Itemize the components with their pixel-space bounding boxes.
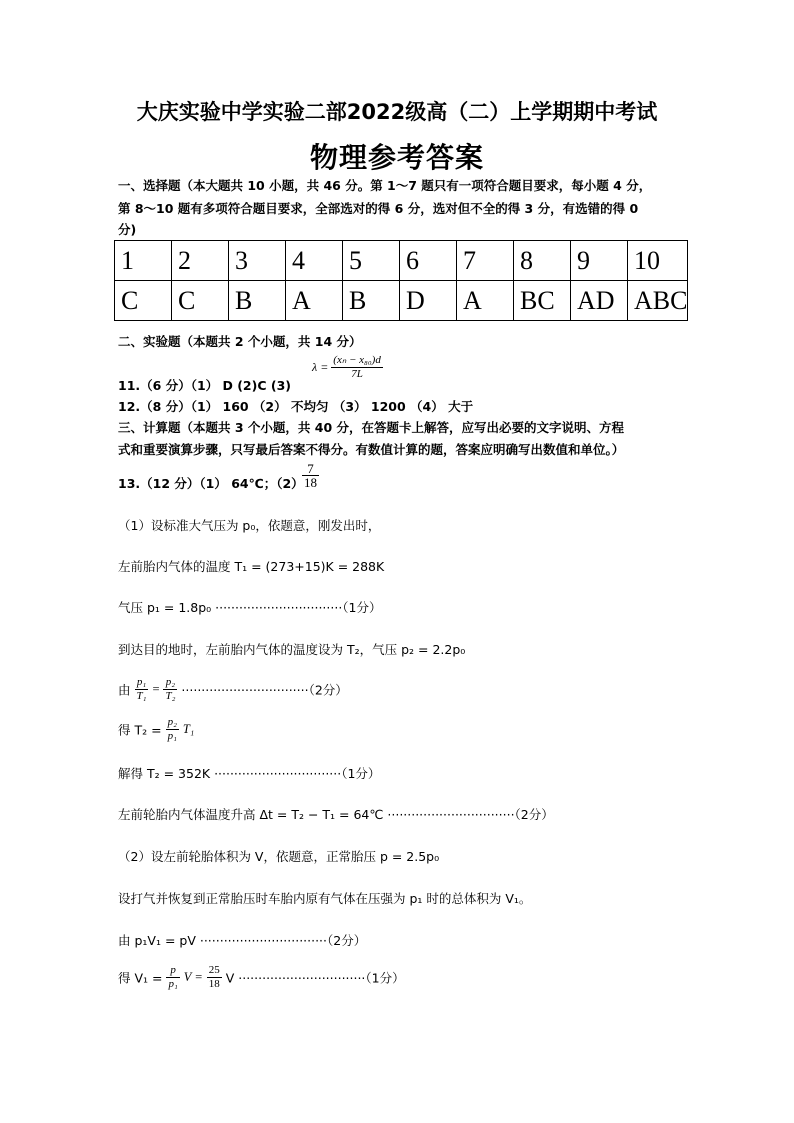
answer-table-answer-row xyxy=(115,281,688,321)
q12-answer: 12.（8 分）（1） 160 （2） 不均匀 （3） 1200 （4） 大于 xyxy=(118,399,474,414)
answer-table xyxy=(114,240,688,321)
question-number-cell: 10 xyxy=(628,241,688,281)
question-number-cell: 1 xyxy=(115,241,172,281)
answer-cell: B xyxy=(229,281,286,321)
answer-cell: BC xyxy=(514,281,571,321)
section2-heading: 二、实验题（本题共 2 个小题，共 14 分） xyxy=(118,334,362,349)
q13-step-7: 解得 T₂ = 352K ································（1分） xyxy=(118,766,381,781)
q13-step-5: 由 $\frac{\text{p₁}}{\text{T₁}}$ = $\frac{\text{p₂}}{\text{T₂}}$ ································（2分） xyxy=(118,676,348,702)
question-number-cell: 8 xyxy=(514,241,571,281)
exam-title: 大庆实验中学实验二部2022级高（二）上学期期中考试 xyxy=(136,100,658,124)
q13-step-1: （1）设标准大气压为 p₀，依题意，刚发出时， xyxy=(118,518,381,533)
answer-cell: B xyxy=(343,281,400,321)
answer-cell: A xyxy=(457,281,514,321)
q13-step-9: （2）设左前轮胎体积为 V，依题意，正常胎压 p = 2.5p₀ xyxy=(118,849,440,864)
answer-cell: AD xyxy=(571,281,628,321)
question-number-cell: 7 xyxy=(457,241,514,281)
q13-step-8: 左前轮胎内气体温度升高 Δt = T₂ − T₁ = 64℃ ································（2分） xyxy=(118,807,554,822)
q13-step-4: 到达目的地时，左前胎内气体的温度设为 T₂，气压 p₂ = 2.2p₀ xyxy=(118,642,466,657)
answer-cell: C xyxy=(172,281,229,321)
question-number-cell: 4 xyxy=(286,241,343,281)
section1-line3: 分) xyxy=(118,222,137,237)
answer-key-title: 物理参考答案 xyxy=(309,141,484,174)
question-number-cell: 5 xyxy=(343,241,400,281)
q13-header-fraction xyxy=(302,462,319,489)
q13-step-12: 得 V₁ = $\frac{p}{\text{p₁}}$ V = $\frac{25}{18}$ V ································（1分） xyxy=(118,964,405,990)
q11-answer: 11.（6 分）（1） D (2)C (3) xyxy=(118,378,291,393)
section1-line2: 第 8～10 题有多项符合题目要求，全部选对的得 6 分，选对但不全的得 3 分，有选错的得 0 xyxy=(118,201,639,216)
question-number-cell: 6 xyxy=(400,241,457,281)
q11-formula xyxy=(312,354,383,381)
q11-formula-denominator: 7L xyxy=(351,368,363,380)
q11-formula-lhs: λ = xyxy=(312,360,329,374)
answer-cell: C xyxy=(115,281,172,321)
q13-step-10: 设打气并恢复到正常胎压时车胎内原有气体在压强为 p₁ 时的总体积为 V₁。 xyxy=(118,891,532,906)
section3-line1: 三、计算题（本题共 3 个小题，共 40 分，在答题卡上解答，应写出必要的文字说明、方程 xyxy=(118,420,625,435)
fraction-denominator: 18 xyxy=(304,475,317,490)
q13-step-6: 得 T₂ = $\frac{\text{p₂}}{\text{p₁}}$ T₁ xyxy=(118,716,195,742)
answer-cell: A xyxy=(286,281,343,321)
answer-cell: D xyxy=(400,281,457,321)
q13-step-11: 由 p₁V₁ = pV ································（2分） xyxy=(118,933,367,948)
answer-cell: ABC xyxy=(628,281,688,321)
section3-line2: 式和重要演算步骤，只写最后答案不得分。有数值计算的题，答案应明确写出数值和单位。） xyxy=(118,442,625,457)
q13-step-3: 气压 p₁ = 1.8p₀ ································（1分） xyxy=(118,600,382,615)
fraction-numerator: 7 xyxy=(302,462,319,476)
q11-formula-numerator: (xₙ − x₈₀)d xyxy=(333,354,381,366)
section1-line1: 一、选择题（本大题共 10 小题，共 46 分。第 1～7 题只有一项符合题目要求，每小题 4 分， xyxy=(118,178,652,193)
question-number-cell: 2 xyxy=(172,241,229,281)
q11-formula-fraction xyxy=(331,354,383,381)
question-number-cell: 3 xyxy=(229,241,286,281)
q13-step-2: 左前胎内气体的温度 T₁ = (273+15)K = 288K xyxy=(118,559,385,574)
question-number-cell: 9 xyxy=(571,241,628,281)
q13-header: 13.（12 分）（1） 64℃；（2） xyxy=(118,476,304,491)
answer-table-number-row xyxy=(115,241,688,281)
